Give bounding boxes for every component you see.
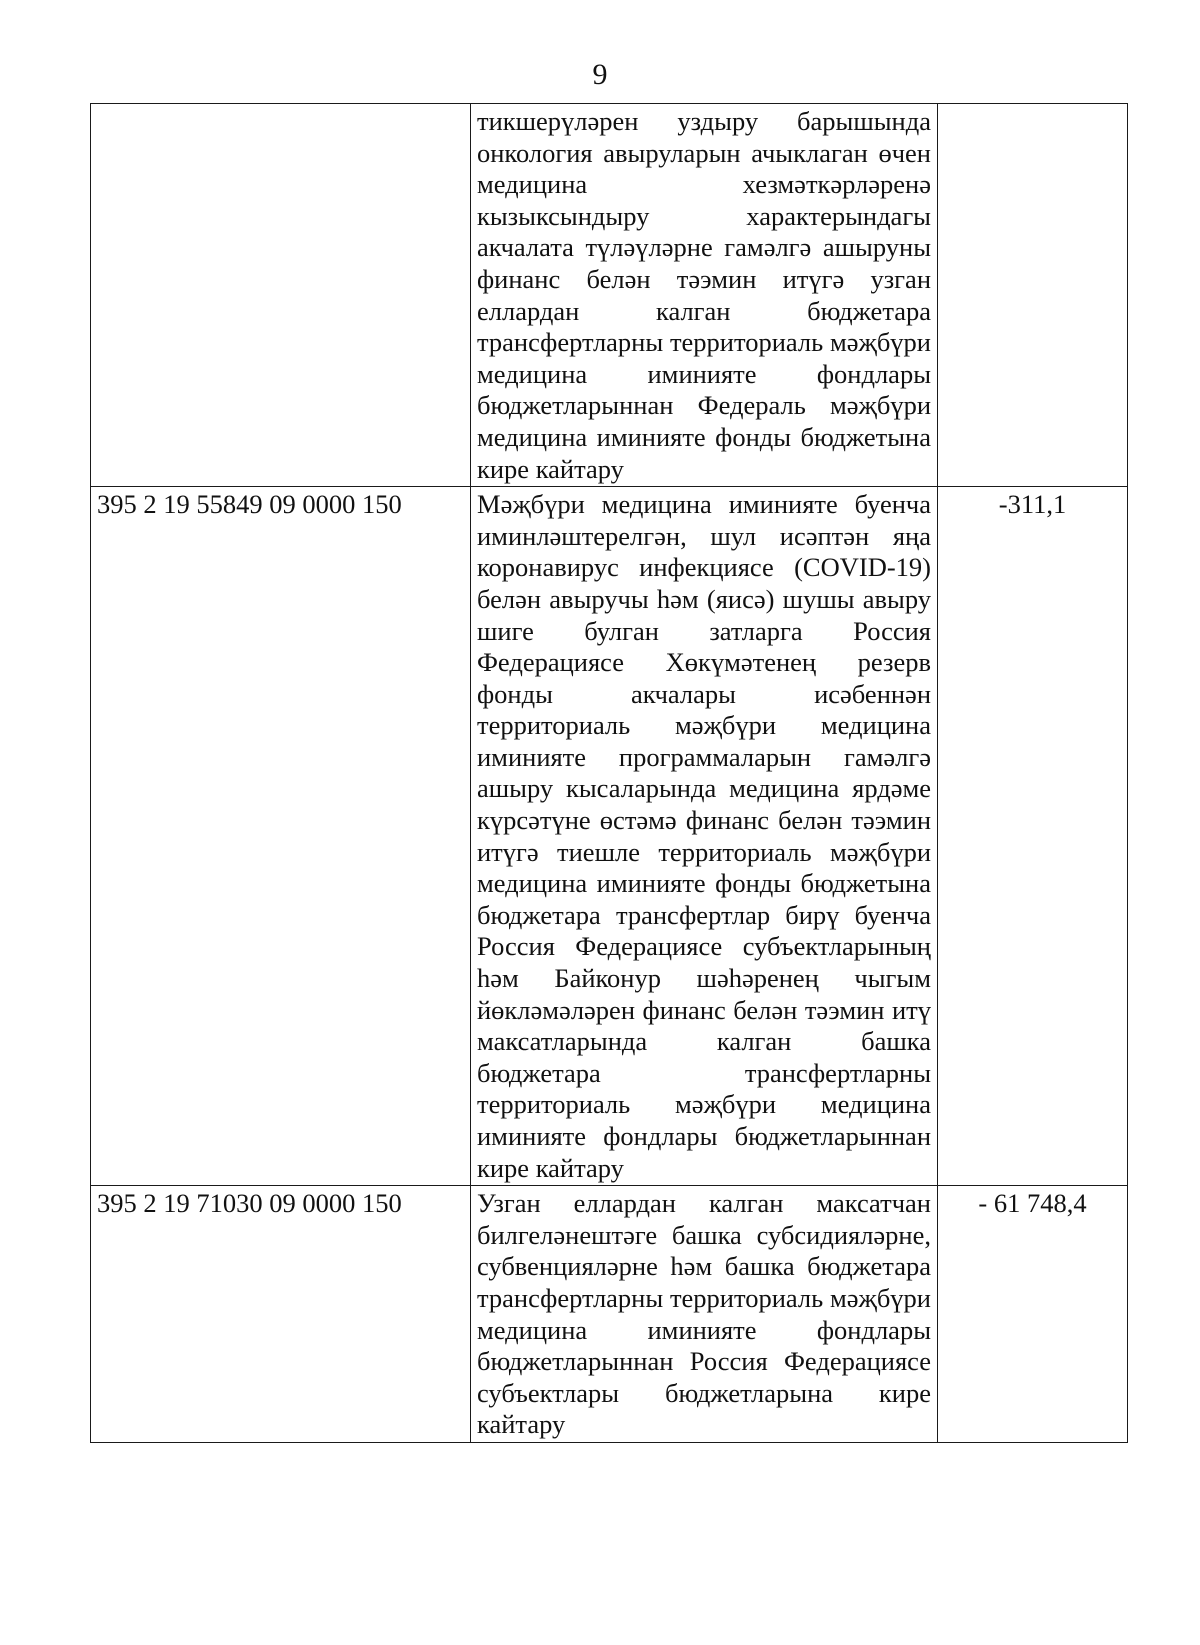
row-description-cell: тикшерүләрен уздыру барышында онкология авыруларын ачыклаган өчен медицина хезмәткәрләренә кызыксындыру характерындагы акчалата түләүләрне гамәлгә ашыруны финанс белән тәэмин итүгә узган еллардан калган бюджетара трансфертларны территориаль мәҗбүри медицина иминияте фондлары бюджетларыннан Федераль мәҗбүри медицина иминияте фонды бюджетына кире кайтару	[471, 104, 938, 487]
table-row	[91, 487, 1128, 1186]
row-code-cell: 395 2 19 55849 09 0000 150	[91, 487, 471, 1186]
row-code-cell: 395 2 19 71030 09 0000 150	[91, 1186, 471, 1443]
table-row	[91, 1186, 1128, 1443]
table-row	[91, 104, 1128, 487]
row-description-cell: Узган еллардан калган максатчан билгеләнештәге башка субсидияләрне, субвенцияләрне һәм башка бюджетара трансфертларны территориаль мәҗбүри медицина иминияте фондлары бюджетларыннан Россия Федерациясе субъектлары бюджетларына кире кайтару	[471, 1186, 938, 1443]
row-code-cell	[91, 104, 471, 487]
budget-table	[90, 103, 1128, 1443]
row-amount-cell: - 61 748,4	[938, 1186, 1128, 1443]
row-amount-cell: -311,1	[938, 487, 1128, 1186]
row-amount-cell	[938, 104, 1128, 487]
page-number: 9	[592, 58, 608, 91]
row-description-cell: Мәҗбүри медицина иминияте буенча иминләштерелгән, шул исәптән яңа коронавирус инфекциясе (COVID-19) белән авыручы һәм (яисә) шушы авыру шиге булган затларга Россия Федерациясе Хөкүмәтенең резерв фонды акчалары исәбеннән территориаль мәҗбүри медицина иминияте программаларын гамәлгә ашыру кысаларында медицина ярдәме күрсәтүне өстәмә финанс белән тәэмин итүгә тиешле территориаль мәҗбүри медицина иминияте фонды бюджетына бюджетара трансфертлар бирү буенча Россия Федерациясе субъектларының һәм Байконур шәһәренең чыгым йөкләмәләрен финанс белән тәэмин итү максатларында калган башка бюджетара трансфертларны территориаль мәҗбүри медицина иминияте фондлары бюджетларыннан кире кайтару	[471, 487, 938, 1186]
